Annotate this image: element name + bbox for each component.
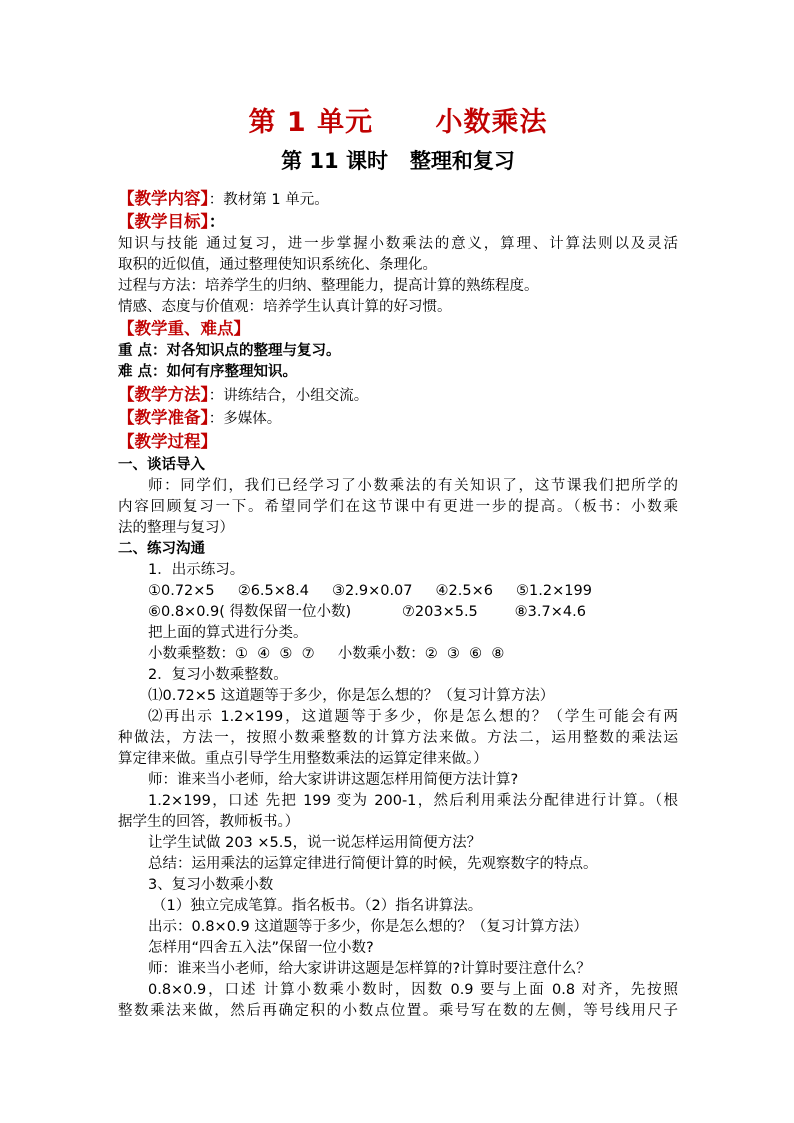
teaching-process-heading — [118, 431, 217, 453]
section-2-line: 算定律来做。重点引导学生用整数乘法的运算定律来做。） — [118, 751, 488, 767]
key-points-label: 【教学重、难点】 — [118, 319, 250, 338]
section-2-line: 师：谁来当小老师，给大家讲讲这题怎样用简便方法计算? — [148, 772, 519, 788]
section-1-line: 内容回顾复习一下。希望同学们在这节课中有更进一步的提高。（板书：小数乘 — [118, 499, 678, 515]
section-2-line: 种做法，方法一，按照小数乘整数的计算方法来做。方法二，运用整数的乘法运 — [118, 730, 678, 746]
goal-line: 知识与技能 通过复习，进一步掌握小数乘法的意义，算理、计算法则以及灵活 — [118, 236, 678, 252]
teaching-prep — [118, 407, 281, 430]
teaching-content-label: 【教学内容】 — [118, 189, 209, 208]
section-2-line: ⑵再出示 1.2×199，这道题等于多少，你是怎么想的？（学生可能会有两 — [148, 709, 678, 725]
section-2-line: 小数乘整数：① ④ ⑤ ⑦ 小数乘小数：② ③ ⑥ ⑧ — [148, 646, 505, 662]
difficult-point-text: 难 点：如何有序整理知识。 — [118, 364, 298, 380]
teaching-method-text: ：讲练结合，小组交流。 — [208, 388, 369, 404]
goal-line: 情感、态度与价值观：培养学生认真计算的好习惯。 — [118, 299, 452, 315]
section-2-line: 2．复习小数乘整数。 — [148, 667, 288, 683]
key-points-heading — [118, 318, 250, 340]
section-2-line: 把上面的算式进行分类。 — [148, 625, 308, 641]
section-1-line: 法的整理与复习） — [118, 520, 234, 536]
section-2-line: 让学生试做 203 ×5.5，说一说怎样运用简便方法？ — [148, 835, 482, 851]
section-2-line: 整数乘法来做，然后再确定积的小数点位置。乘号写在数的左侧，等号线用尺子 — [118, 1003, 678, 1019]
section-2-title: 二、练习沟通 — [118, 541, 205, 557]
goal-line: 取积的近似值，通过整理使知识系统化、条理化。 — [118, 257, 437, 273]
goal-line: 过程与方法：培养学生的归纳、整理能力，提高计算的熟练程度。 — [118, 278, 539, 294]
teaching-process-label: 【教学过程】 — [118, 432, 217, 451]
teaching-method — [118, 384, 368, 407]
teaching-content-text: ：教材第 1 单元。 — [208, 192, 329, 208]
key-point-line — [118, 341, 341, 362]
section-1-line: 师：同学们，我们已经学习了小数乘法的有关知识了，这节课我们把所学的 — [148, 478, 678, 494]
section-2-line: 师：谁来当小老师，给大家讲讲这题是怎样算的?计算时要注意什么？ — [148, 961, 591, 977]
teaching-prep-text: ：多媒体。 — [208, 411, 282, 427]
section-1-title: 一、谈话导入 — [118, 457, 205, 473]
teaching-goals-heading — [118, 211, 225, 233]
lesson-title: 第 11 课时 整理和复习 — [281, 149, 515, 173]
section-2-line: 总结：运用乘法的运算定律进行简便计算的时候，先观察数字的特点。 — [148, 856, 598, 872]
section-2-line: 怎样用“四舍五入法”保留一位小数? — [148, 940, 374, 956]
section-2-line: 出示：0.8×0.9 这道题等于多少，你是怎么想的？（复习计算方法） — [148, 919, 588, 935]
difficult-point-line — [118, 362, 297, 383]
teaching-content — [118, 188, 329, 211]
section-2-line: 0.8×0.9，口述 计算小数乘小数时，因数 0.9 要与上面 0.8 对齐，先按照 — [148, 982, 678, 998]
section-2-line: 据学生的回答，教师板书。） — [118, 814, 300, 830]
teaching-goals-label: 【教学目标】 — [118, 212, 209, 231]
unit-title: 第 1 单元 小数乘法 — [248, 107, 548, 138]
teaching-method-label: 【教学方法】 — [118, 385, 209, 404]
section-2-line: ⑴0.72×5 这道题等于多少，你是怎么想的？（复习计算方法） — [148, 688, 555, 704]
key-point-text: 重 点：对各知识点的整理与复习。 — [118, 343, 341, 359]
teaching-prep-label: 【教学准备】 — [118, 408, 209, 427]
section-2-line: 1.2×199，口述 先把 199 变为 200-1，然后利用乘法分配律进行计算。（根 — [148, 793, 678, 809]
section-2-line: 3、复习小数乘小数 — [148, 877, 274, 893]
section-2-line: 1．出示练习。 — [148, 562, 245, 578]
section-2-line: （1）独立完成笔算。指名板书。（2）指名讲算法。 — [152, 898, 483, 914]
section-2-line: ①0.72×5 ②6.5×8.4 ③2.9×0.07 ④2.5×6 ⑤1.2×199 — [148, 583, 592, 599]
section-2-line: ⑥0.8×0.9( 得数保留一位小数) ⑦203×5.5 ⑧3.7×4.6 — [148, 604, 586, 620]
teaching-goals-suffix: ： — [208, 212, 226, 231]
